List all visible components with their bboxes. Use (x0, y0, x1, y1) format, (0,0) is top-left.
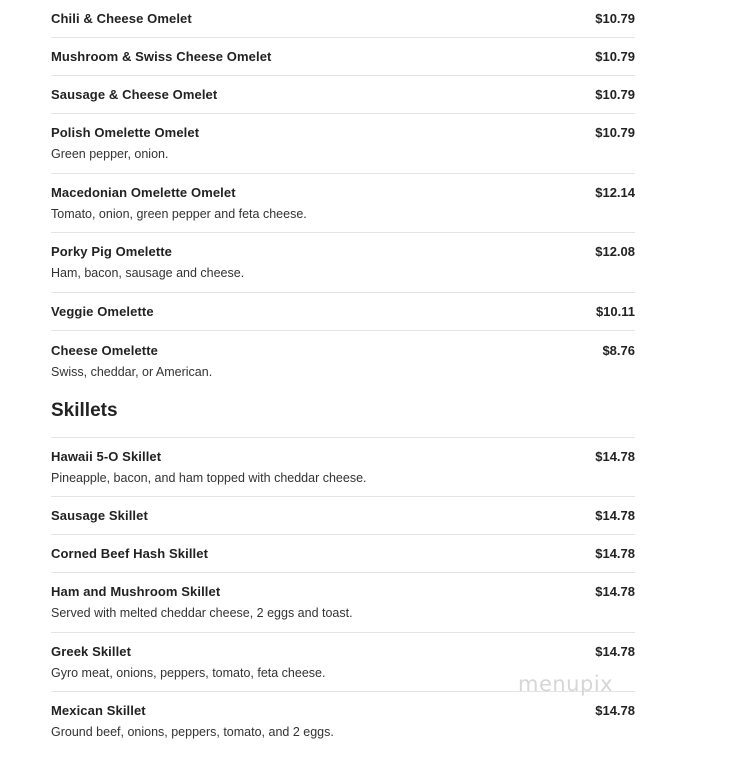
item-name: Mushroom & Swiss Cheese Omelet (51, 49, 272, 64)
menu-item (51, 535, 635, 573)
menu-item (51, 293, 635, 331)
item-price: $14.78 (595, 508, 635, 523)
item-description: Ham, bacon, sausage and cheese. (51, 266, 245, 280)
item-price: $10.79 (595, 11, 635, 26)
item-price: $10.79 (595, 125, 635, 140)
item-price: $14.78 (595, 546, 635, 561)
item-name: Porky Pig Omelette (51, 244, 173, 259)
item-description: Green pepper, onion. (51, 147, 169, 161)
menu-item (51, 233, 635, 293)
item-price: $8.76 (602, 343, 635, 358)
menu-item (51, 0, 635, 38)
menu (51, 0, 635, 752)
item-price: $12.14 (595, 185, 635, 200)
item-description: Pineapple, bacon, and ham topped with cheddar cheese. (51, 471, 367, 485)
item-price: $10.79 (595, 87, 635, 102)
item-name: Hawaii 5-O Skillet (51, 449, 162, 464)
item-name: Chili & Cheese Omelet (51, 11, 192, 26)
menu-item (51, 497, 635, 535)
item-price: $14.78 (595, 703, 635, 718)
item-price: $14.78 (595, 449, 635, 464)
item-name: Polish Omelette Omelet (51, 125, 200, 140)
item-description: Served with melted cheddar cheese, 2 eggs and toast. (51, 606, 353, 620)
item-name: Corned Beef Hash Skillet (51, 546, 208, 561)
menu-item (51, 331, 635, 400)
item-name: Mexican Skillet (51, 703, 146, 718)
item-price: $14.78 (595, 644, 635, 659)
section-title: Skillets (51, 400, 118, 421)
item-price: $10.11 (595, 304, 635, 319)
item-price: $14.78 (595, 584, 635, 599)
item-name: Macedonian Omelette Omelet (51, 185, 236, 200)
item-name: Sausage Skillet (51, 508, 148, 523)
item-name: Veggie Omelette (51, 304, 154, 319)
menu-item (51, 438, 635, 497)
menu-item (51, 114, 635, 174)
menu-item (51, 692, 635, 752)
item-description: Swiss, cheddar, or American. (51, 365, 213, 379)
menupix-watermark: menupix (518, 672, 614, 696)
item-description: Tomato, onion, green pepper and feta cheese. (51, 207, 307, 221)
item-description: Ground beef, onions, peppers, tomato, and 2 eggs. (51, 725, 334, 739)
item-name: Greek Skillet (51, 644, 132, 659)
menu-item (51, 38, 635, 76)
item-name: Sausage & Cheese Omelet (51, 87, 218, 102)
section-header (51, 400, 635, 438)
menu-item (51, 573, 635, 633)
item-name: Ham and Mushroom Skillet (51, 584, 221, 599)
menu-item (51, 76, 635, 114)
item-name: Cheese Omelette (51, 343, 158, 358)
menu-item (51, 174, 635, 233)
item-price: $10.79 (595, 49, 635, 64)
item-description: Gyro meat, onions, peppers, tomato, feta cheese. (51, 666, 326, 680)
item-price: $12.08 (595, 244, 635, 259)
